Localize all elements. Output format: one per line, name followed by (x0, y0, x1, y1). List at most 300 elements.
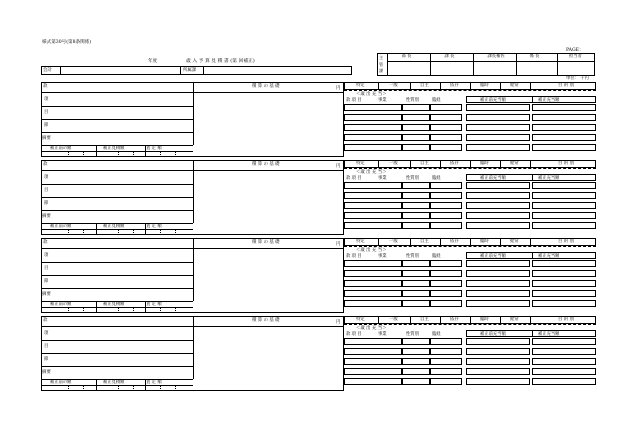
approval-col-4 (557, 53, 558, 76)
s2-alloc-amount-1-0 (466, 270, 530, 277)
s1-basis-title: 積 算 の 基 礎 (252, 162, 280, 167)
s0-alloc-head-1: 事業 (378, 97, 387, 103)
s3-alloc-cell-1-2 (430, 348, 462, 355)
s2-alloc-head-5: 補正充当額 (538, 253, 560, 259)
s3-alloc-amount-4-0 (466, 378, 530, 385)
s0-alloc-cell-1-2 (430, 114, 462, 121)
s0-alloc-cell-3-1 (402, 134, 430, 141)
s2-amount-dot-3 (133, 308, 134, 313)
s1-alloc-cell-2-0 (344, 202, 402, 209)
s2-fund-col-5 (500, 238, 501, 246)
s1-alloc-header-split (532, 174, 533, 181)
s0-alloc-head-0: 款 項 目 (346, 97, 362, 103)
s1-kou-label: 項 (44, 175, 49, 180)
s3-left-row-0 (41, 326, 193, 327)
s3-allocation-title: ＜歳 出 充 当＞ (356, 326, 387, 331)
s3-fund-col-6 (530, 316, 531, 324)
s3-amount-dot-3 (133, 386, 134, 391)
s2-fund-head-1: 一般 (389, 239, 398, 244)
s0-alloc-head-3: 臨経 (432, 97, 441, 103)
s0-allocation-title: ＜歳 出 充 当＞ (356, 92, 387, 97)
s1-alloc-cell-0-1 (402, 182, 430, 189)
s2-alloc-head-1: 事業 (378, 253, 387, 259)
s0-basis-header-line (193, 92, 344, 93)
s2-basis-title: 積 算 の 基 礎 (252, 240, 280, 245)
s2-alloc-header-box (466, 252, 596, 259)
s3-alloc-head-1: 事業 (378, 331, 387, 337)
s3-alloc-cell-1-0 (344, 348, 402, 355)
s3-alloc-cell-0-0 (344, 338, 402, 345)
s3-fund-head-4: 臨時 (480, 317, 489, 322)
s1-alloc-amount-2-0 (466, 202, 530, 209)
s2-fund-col-6 (530, 238, 531, 246)
s0-fund-head-1: 一般 (389, 83, 398, 88)
s1-alloc-head-5: 補正充当額 (538, 175, 560, 181)
s0-alloc-head-5: 補正充当額 (538, 97, 560, 103)
s3-alloc-cell-0-1 (402, 338, 430, 345)
s0-amount-dot-0 (68, 152, 69, 157)
s3-alloc-cell-3-0 (344, 368, 402, 375)
s2-alloc-amount-4-1 (532, 300, 596, 307)
s1-alloc-cell-2-1 (402, 202, 430, 209)
doc-title: 歳 入 予 算 見 積 書 (第 回補正) (186, 59, 255, 64)
s3-fund-col-4 (470, 316, 471, 324)
s2-alloc-cell-3-1 (402, 290, 430, 297)
s0-alloc-cell-0-1 (402, 104, 430, 111)
s1-fund-dotline (344, 168, 596, 169)
s3-alloc-amount-2-1 (532, 358, 596, 365)
s0-alloc-cell-4-2 (430, 144, 462, 151)
s2-alloc-amount-2-0 (466, 280, 530, 287)
approval-role-1: 課 長 (444, 54, 455, 59)
s3-alloc-cell-2-2 (430, 358, 462, 365)
s1-basis-header-line (193, 170, 344, 171)
s0-amount-dot-4 (160, 152, 161, 157)
s1-requested-amount-label: 補正見積額 (103, 223, 125, 229)
s3-fund-col-5 (500, 316, 501, 324)
s0-fund-dotline (344, 90, 596, 91)
s1-fund-head-0: 特定 (356, 161, 365, 166)
s0-alloc-amount-4-0 (466, 144, 530, 151)
s1-before-amount-label: 補正前の額 (50, 223, 72, 229)
s0-kan-label: 款 (43, 84, 48, 89)
s2-fund-head-4: 臨時 (480, 239, 489, 244)
s0-setsu-label: 節 (44, 123, 49, 128)
s3-amount-dot-4 (160, 386, 161, 391)
s1-alloc-cell-4-2 (430, 222, 462, 229)
s2-before-amount-label: 補正前の額 (50, 301, 72, 307)
s1-alloc-head-4: 補正前充当額 (480, 175, 506, 181)
approval-role-4: 担当者 (569, 54, 582, 59)
account-divider-2 (180, 66, 181, 75)
s2-alloc-cell-1-0 (344, 270, 402, 277)
s0-alloc-amount-1-0 (466, 114, 530, 121)
s2-alloc-cell-2-2 (430, 280, 462, 287)
account-divider-1 (60, 66, 61, 75)
s0-alloc-cell-2-1 (402, 124, 430, 131)
s2-moku-label: 目 (44, 266, 49, 271)
s1-alloc-header-box (466, 174, 596, 181)
s3-fund-dotline (344, 324, 596, 325)
s2-alloc-cell-3-0 (344, 290, 402, 297)
s0-alloc-cell-2-0 (344, 124, 402, 131)
s1-alloc-amount-0-0 (466, 182, 530, 189)
s1-alloc-cell-1-0 (344, 192, 402, 199)
s1-moku-label: 目 (44, 188, 49, 193)
s1-alloc-head-3: 臨経 (432, 175, 441, 181)
s0-fund-head-3: 依存 (450, 83, 459, 88)
s3-alloc-head-0: 款 項 目 (346, 331, 362, 337)
s2-alloc-cell-1-2 (430, 270, 462, 277)
s0-alloc-head-4: 補正前充当額 (480, 97, 506, 103)
s2-alloc-head-3: 臨経 (432, 253, 441, 259)
s3-alloc-cell-1-1 (402, 348, 430, 355)
s1-alloc-amount-2-1 (532, 202, 596, 209)
s2-kou-label: 項 (44, 253, 49, 258)
account-divider-3 (203, 66, 204, 75)
s1-fund-head-3: 依存 (450, 161, 459, 166)
s1-alloc-head-1: 事業 (378, 175, 387, 181)
s2-left-row-0 (41, 248, 193, 249)
s0-left-row-3 (41, 132, 193, 133)
s2-amount-label-line (41, 307, 193, 308)
s3-alloc-amount-0-0 (466, 338, 530, 345)
s2-fund-head-5: 経常 (510, 239, 519, 244)
s0-alloc-amount-3-0 (466, 134, 530, 141)
s1-assessed-amount-label: 査 定 額 (146, 223, 162, 229)
account-label: 会計 (43, 67, 52, 73)
s0-amount-dot-2 (118, 152, 119, 157)
s3-fund-head-5: 経常 (510, 317, 519, 322)
s3-fund-head-0: 特定 (356, 317, 365, 322)
s3-basis-title: 積 算 の 基 礎 (252, 318, 280, 323)
s1-amount-dot-1 (83, 230, 84, 235)
s1-alloc-cell-4-1 (402, 222, 430, 229)
s3-fund-head-3: 依存 (450, 317, 459, 322)
s0-summary-label: 摘要 (42, 136, 51, 141)
s1-fund-col-2 (410, 160, 411, 168)
s1-alloc-amount-1-1 (532, 192, 596, 199)
s1-alloc-cell-0-2 (430, 182, 462, 189)
s2-allocation-title: ＜歳 出 充 当＞ (356, 248, 387, 253)
s0-alloc-cell-0-0 (344, 104, 402, 111)
s1-amount-dot-0 (68, 230, 69, 235)
s2-amount-dot-1 (83, 308, 84, 313)
s1-fund-col-5 (500, 160, 501, 168)
s2-left-row-1 (41, 262, 193, 263)
s0-amount-dot-3 (133, 152, 134, 157)
s3-amount-dot-0 (68, 386, 69, 391)
s1-left-row-3 (41, 210, 193, 211)
s3-left-row-2 (41, 353, 193, 354)
s2-fund-dotline (344, 246, 596, 247)
s0-alloc-cell-0-2 (430, 104, 462, 111)
s0-kou-label: 項 (44, 97, 49, 102)
s0-alloc-cell-4-1 (402, 144, 430, 151)
s0-amount-dot-1 (83, 152, 84, 157)
s2-alloc-head-4: 補正前充当額 (480, 253, 506, 259)
s2-fund-col-1 (378, 238, 379, 246)
s2-alloc-header-split (532, 252, 533, 259)
s0-yen-label: 円 (336, 86, 341, 91)
s1-alloc-amount-4-1 (532, 222, 596, 229)
s2-alloc-cell-1-1 (402, 270, 430, 277)
s1-amount-label-line (41, 229, 193, 230)
s1-summary-label: 摘要 (42, 214, 51, 219)
approval-role-0: 部 長 (401, 54, 412, 59)
s1-alloc-cell-1-1 (402, 192, 430, 199)
s2-yen-label: 円 (336, 242, 341, 247)
approval-col-3 (516, 53, 517, 76)
s0-fund-col-4 (470, 82, 471, 90)
s0-amount-label-line (41, 151, 193, 152)
s3-left-row-3 (41, 366, 193, 367)
s1-alloc-cell-0-0 (344, 182, 402, 189)
s3-alloc-cell-2-1 (402, 358, 430, 365)
s2-alloc-amount-3-0 (466, 290, 530, 297)
s2-left-row-2 (41, 275, 193, 276)
s2-alloc-cell-0-0 (344, 260, 402, 267)
s1-setsu-label: 節 (44, 201, 49, 206)
s3-before-amount-label: 補正前の額 (50, 379, 72, 385)
s3-alloc-cell-3-1 (402, 368, 430, 375)
s1-amount-col-1 (96, 223, 97, 235)
s1-fund-head-6: 目 的 別 (558, 161, 574, 166)
s3-amount-dot-2 (118, 386, 119, 391)
s2-summary-label: 摘要 (42, 292, 51, 297)
s1-amount-dot-3 (133, 230, 134, 235)
s2-alloc-amount-1-1 (532, 270, 596, 277)
s1-alloc-cell-3-0 (344, 212, 402, 219)
s2-fund-head-0: 特定 (356, 239, 365, 244)
s0-left-row-2 (41, 119, 193, 120)
s0-amount-dot-5 (175, 152, 176, 157)
s0-basis-title: 積 算 の 基 礎 (252, 84, 280, 89)
s0-fund-head-0: 特定 (356, 83, 365, 88)
s1-fund-col-6 (530, 160, 531, 168)
s2-alloc-cell-0-2 (430, 260, 462, 267)
s3-requested-amount-label: 補正見積額 (103, 379, 125, 385)
s1-yen-label: 円 (336, 164, 341, 169)
s0-fund-head-6: 目 的 別 (558, 83, 574, 88)
s2-requested-amount-label: 補正見積額 (103, 301, 125, 307)
s2-fund-head-3: 依存 (450, 239, 459, 244)
s0-alloc-amount-3-1 (532, 134, 596, 141)
s3-setsu-label: 節 (44, 357, 49, 362)
s2-fund-head-6: 目 的 別 (558, 239, 574, 244)
s2-alloc-amount-0-1 (532, 260, 596, 267)
s3-summary-label: 摘要 (42, 370, 51, 375)
s1-alloc-head-2: 性質別 (406, 175, 419, 181)
s2-alloc-head-2: 性質別 (406, 253, 419, 259)
s1-fund-head-1: 一般 (389, 161, 398, 166)
s3-alloc-head-4: 補正前充当額 (480, 331, 506, 337)
s1-alloc-cell-2-2 (430, 202, 462, 209)
s1-left-row-2 (41, 197, 193, 198)
s1-alloc-cell-3-1 (402, 212, 430, 219)
year-label: 年度 (148, 59, 158, 64)
s1-kan-label: 款 (43, 162, 48, 167)
s3-amount-col-1 (96, 379, 97, 391)
approval-col-1 (430, 53, 431, 76)
s2-alloc-amount-4-0 (466, 300, 530, 307)
s0-fund-head-5: 経常 (510, 83, 519, 88)
s2-alloc-head-0: 款 項 目 (346, 253, 362, 259)
s2-fund-head-2: 自主 (420, 239, 429, 244)
s3-alloc-head-3: 臨経 (432, 331, 441, 337)
s2-alloc-cell-4-0 (344, 300, 402, 307)
s1-left-row-1 (41, 184, 193, 185)
s0-alloc-amount-2-0 (466, 124, 530, 131)
s0-alloc-head-2: 性質別 (406, 97, 419, 103)
account-box (41, 66, 352, 75)
approval-role-2: 課長補佐 (487, 54, 505, 59)
s3-alloc-cell-3-2 (430, 368, 462, 375)
s2-alloc-cell-2-1 (402, 280, 430, 287)
s0-assessed-amount-label: 査 定 額 (146, 145, 162, 151)
s2-kan-label: 款 (43, 240, 48, 245)
approval-side-label: 主 管 課 (379, 55, 384, 73)
s1-amount-dot-5 (175, 230, 176, 235)
s0-alloc-amount-0-1 (532, 104, 596, 111)
s1-alloc-amount-4-0 (466, 222, 530, 229)
s0-left-row-0 (41, 92, 193, 93)
s3-kou-label: 項 (44, 331, 49, 336)
s1-allocation-title: ＜歳 出 充 当＞ (356, 170, 387, 175)
s0-fund-col-5 (500, 82, 501, 90)
s3-amount-dot-1 (83, 386, 84, 391)
s0-fund-col-1 (378, 82, 379, 90)
s3-alloc-amount-2-0 (466, 358, 530, 365)
s2-alloc-amount-2-1 (532, 280, 596, 287)
s1-alloc-amount-3-1 (532, 212, 596, 219)
s2-amount-dot-5 (175, 308, 176, 313)
s2-amount-col-1 (96, 301, 97, 313)
s0-alloc-cell-1-1 (402, 114, 430, 121)
s3-fund-head-6: 目 的 別 (558, 317, 574, 322)
dept-label: 所属課 (183, 67, 197, 73)
s2-alloc-amount-0-0 (466, 260, 530, 267)
s0-alloc-header-split (532, 96, 533, 103)
s2-basis-header-line (193, 248, 344, 249)
s0-moku-label: 目 (44, 110, 49, 115)
s3-moku-label: 目 (44, 344, 49, 349)
s3-yen-label: 円 (336, 320, 341, 325)
s1-fund-col-1 (378, 160, 379, 168)
s2-alloc-cell-4-2 (430, 300, 462, 307)
s2-alloc-cell-4-1 (402, 300, 430, 307)
s0-fund-head-2: 自主 (420, 83, 429, 88)
s1-amount-dot-2 (118, 230, 119, 235)
s2-left-row-3 (41, 288, 193, 289)
s1-amount-dot-4 (160, 230, 161, 235)
s3-alloc-amount-4-1 (532, 378, 596, 385)
approval-col-2 (473, 53, 474, 76)
s2-amount-dot-2 (118, 308, 119, 313)
s2-alloc-cell-0-1 (402, 260, 430, 267)
s1-alloc-amount-3-0 (466, 212, 530, 219)
s1-fund-head-5: 経常 (510, 161, 519, 166)
s1-alloc-cell-4-0 (344, 222, 402, 229)
s0-fund-col-2 (410, 82, 411, 90)
s3-alloc-header-split (532, 330, 533, 337)
s0-amount-col-1 (96, 145, 97, 157)
s0-fund-col-6 (530, 82, 531, 90)
s3-alloc-amount-1-1 (532, 348, 596, 355)
s2-fund-col-3 (440, 238, 441, 246)
s2-fund-col-4 (470, 238, 471, 246)
s3-basis-header-line (193, 326, 344, 327)
s1-fund-head-4: 臨時 (480, 161, 489, 166)
s2-assessed-amount-label: 査 定 額 (146, 301, 162, 307)
s3-fund-head-1: 一般 (389, 317, 398, 322)
s0-alloc-cell-4-0 (344, 144, 402, 151)
s3-alloc-head-5: 補正充当額 (538, 331, 560, 337)
s2-alloc-cell-2-0 (344, 280, 402, 287)
s2-fund-col-2 (410, 238, 411, 246)
s2-amount-dot-4 (160, 308, 161, 313)
s3-alloc-cell-4-2 (430, 378, 462, 385)
s0-alloc-amount-1-1 (532, 114, 596, 121)
s3-alloc-cell-4-1 (402, 378, 430, 385)
s1-alloc-amount-1-0 (466, 192, 530, 199)
s3-alloc-amount-3-1 (532, 368, 596, 375)
s1-fund-head-2: 自主 (420, 161, 429, 166)
s3-alloc-cell-0-2 (430, 338, 462, 345)
s0-alloc-amount-4-1 (532, 144, 596, 151)
s0-alloc-cell-3-0 (344, 134, 402, 141)
s1-alloc-cell-1-2 (430, 192, 462, 199)
form-id: 様式第30号(第8条関係) (42, 40, 92, 45)
s0-alloc-cell-2-2 (430, 124, 462, 131)
s3-alloc-head-2: 性質別 (406, 331, 419, 337)
s0-alloc-amount-0-0 (466, 104, 530, 111)
s1-alloc-cell-3-2 (430, 212, 462, 219)
s3-amount-label-line (41, 385, 193, 386)
s3-alloc-amount-1-0 (466, 348, 530, 355)
s0-alloc-header-box (466, 96, 596, 103)
s3-alloc-amount-3-0 (466, 368, 530, 375)
s1-alloc-amount-0-1 (532, 182, 596, 189)
s1-alloc-head-0: 款 項 目 (346, 175, 362, 181)
s2-amount-dot-0 (68, 308, 69, 313)
s3-left-row-1 (41, 340, 193, 341)
s0-fund-head-4: 臨時 (480, 83, 489, 88)
s2-alloc-amount-3-1 (532, 290, 596, 297)
s3-fund-head-2: 自主 (420, 317, 429, 322)
unit-label: 単位： 千円 (566, 76, 589, 81)
s3-alloc-header-box (466, 330, 596, 337)
s0-left-row-1 (41, 106, 193, 107)
s3-fund-col-2 (410, 316, 411, 324)
s3-alloc-cell-2-0 (344, 358, 402, 365)
s3-kan-label: 款 (43, 318, 48, 323)
approval-role-3: 係 長 (529, 54, 540, 59)
s0-alloc-cell-1-0 (344, 114, 402, 121)
approval-sidecol (387, 53, 388, 76)
s3-alloc-amount-0-1 (532, 338, 596, 345)
s0-fund-col-3 (440, 82, 441, 90)
s0-alloc-cell-3-2 (430, 134, 462, 141)
s0-alloc-amount-2-1 (532, 124, 596, 131)
s2-setsu-label: 節 (44, 279, 49, 284)
s1-fund-col-4 (470, 160, 471, 168)
approval-header-line (387, 61, 595, 62)
s1-left-row-0 (41, 170, 193, 171)
s1-fund-col-3 (440, 160, 441, 168)
s3-fund-col-1 (378, 316, 379, 324)
s3-amount-dot-5 (175, 386, 176, 391)
